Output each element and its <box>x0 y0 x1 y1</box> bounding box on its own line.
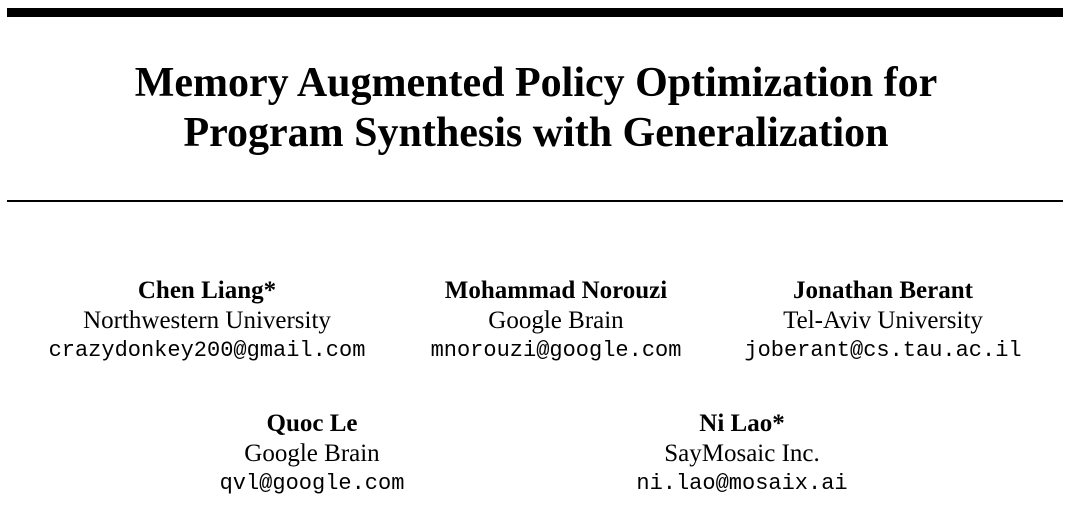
paper-title <box>0 58 1072 158</box>
author-email[interactable]: qvl@google.com <box>219 471 405 496</box>
author-email[interactable]: ni.lao@mosaix.ai <box>636 471 848 496</box>
author-block-mohammad-norouzi <box>366 276 746 366</box>
paper-title-line-1: Memory Augmented Policy Optimization for <box>134 60 938 106</box>
author-block-jonathan-berant <box>693 276 1072 366</box>
author-affiliation: SayMosaic Inc. <box>664 440 820 467</box>
author-email[interactable]: crazydonkey200@gmail.com <box>48 338 366 363</box>
author-name: Chen Liang* <box>137 277 277 304</box>
bottom-rule <box>7 200 1063 202</box>
author-block-chen-liang <box>17 276 397 366</box>
author-affiliation: Google Brain <box>244 440 380 467</box>
author-affiliation: Northwestern University <box>83 307 331 334</box>
author-name: Jonathan Berant <box>793 277 973 304</box>
author-block-quoc-le <box>122 409 502 499</box>
author-affiliation: Tel-Aviv University <box>783 307 983 334</box>
paper-title-line-2: Program Synthesis with Generalization <box>183 110 889 156</box>
author-block-ni-lao <box>552 409 932 499</box>
author-email[interactable]: mnorouzi@google.com <box>430 338 682 363</box>
top-rule <box>7 8 1063 17</box>
author-name: Quoc Le <box>266 410 358 437</box>
author-affiliation: Google Brain <box>488 307 624 334</box>
author-email[interactable]: joberant@cs.tau.ac.il <box>744 338 1022 363</box>
author-name: Mohammad Norouzi <box>444 277 668 304</box>
author-name: Ni Lao* <box>699 410 785 437</box>
